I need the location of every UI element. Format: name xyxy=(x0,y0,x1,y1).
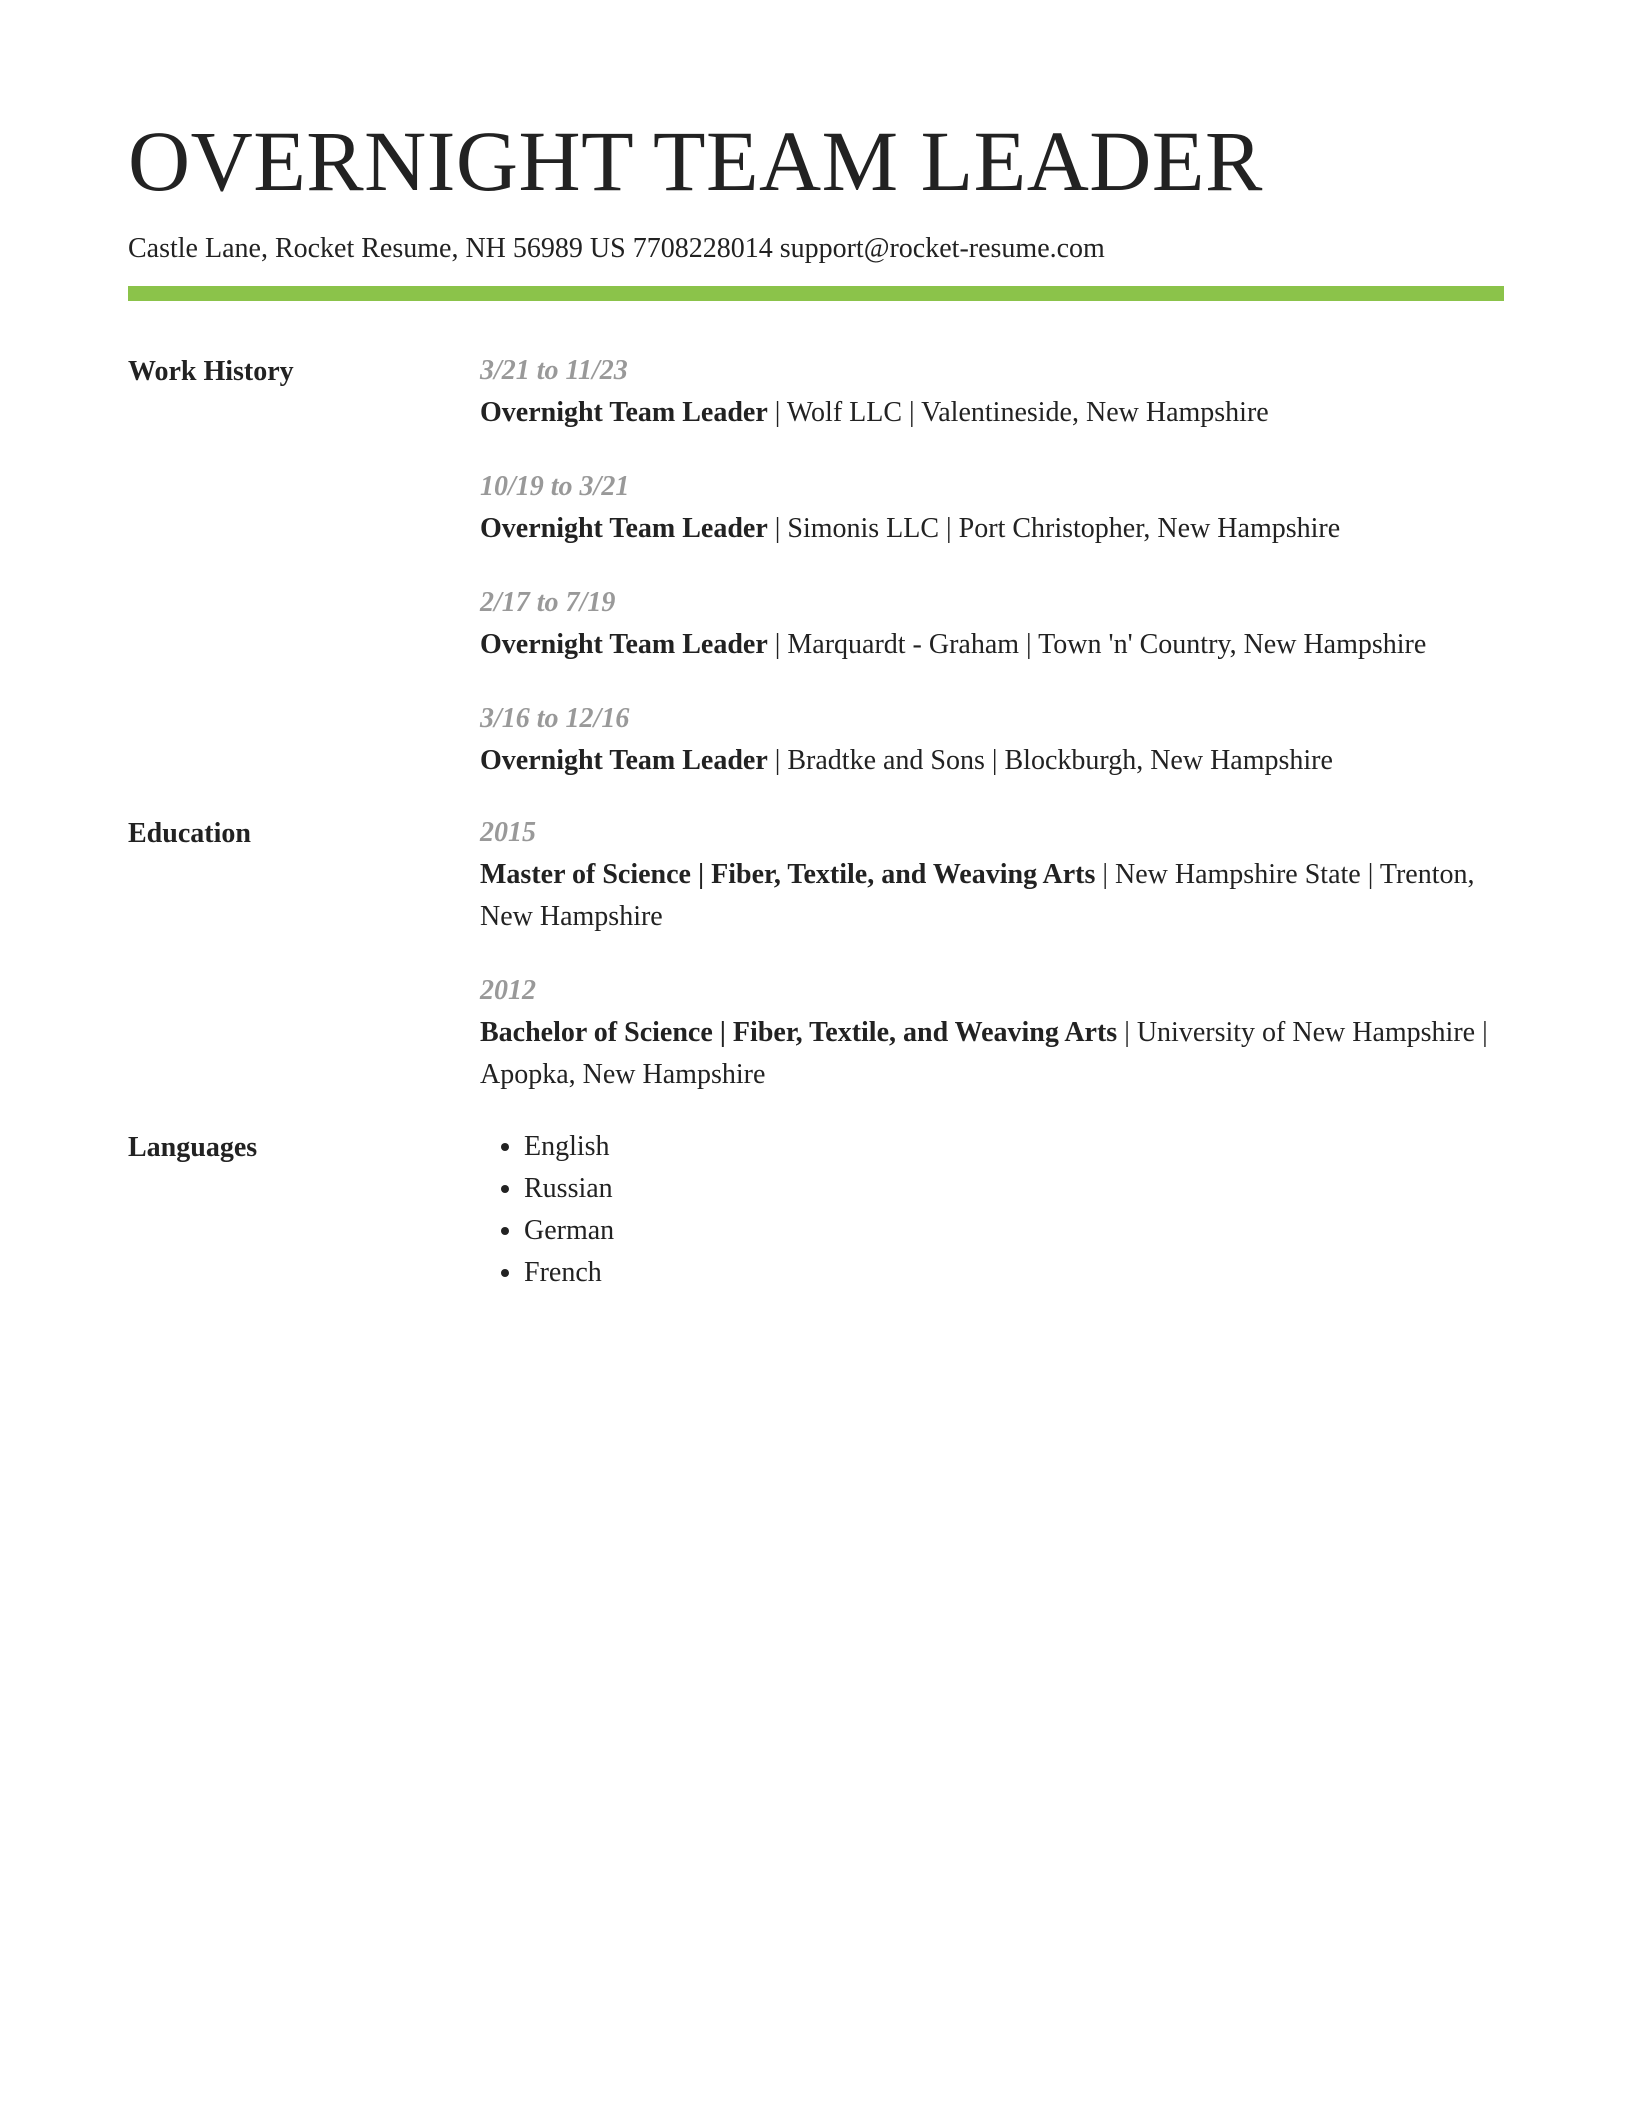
languages-section xyxy=(128,1126,1504,1294)
entry-details: | Marquardt - Graham | Town 'n' Country, New Hampshire xyxy=(767,629,1427,660)
entry-details: | Bradtke and Sons | Blockburgh, New Hampshire xyxy=(767,745,1333,776)
language-item: • Russian xyxy=(524,1168,1504,1210)
section-label-languages: Languages xyxy=(128,1132,258,1163)
education-section xyxy=(128,812,1504,1126)
education-entry xyxy=(480,970,1504,1096)
work-entry xyxy=(480,582,1504,666)
entry-title: Overnight Team Leader xyxy=(480,513,768,544)
entry-date: 10/19 to 3/21 xyxy=(480,471,630,502)
resume-name: OVERNIGHT TEAM LEADER xyxy=(128,113,1263,209)
work-history-section xyxy=(128,350,1504,812)
education-entries xyxy=(480,812,1504,1126)
language-item: • English xyxy=(524,1126,1504,1168)
resume-sections xyxy=(128,350,1504,1294)
entry-date: 3/21 to 11/23 xyxy=(480,355,628,386)
entry-line xyxy=(480,1012,1504,1096)
languages-list xyxy=(480,1126,1504,1294)
entry-title: Overnight Team Leader xyxy=(480,745,768,776)
entry-title: Master of Science | Fiber, Textile, and Weaving Arts xyxy=(480,859,1096,890)
section-label-work-history: Work History xyxy=(128,356,294,387)
entry-details: | New Hampshire State | Trenton, New Hampshire xyxy=(480,859,1475,932)
entry-title: Overnight Team Leader xyxy=(480,397,768,428)
entry-line xyxy=(480,392,1504,434)
language-item: • German xyxy=(524,1210,1504,1252)
work-entry xyxy=(480,698,1504,782)
entry-line xyxy=(480,854,1504,938)
language-item: • French xyxy=(524,1252,1504,1294)
work-history-entries xyxy=(480,350,1504,812)
entry-line xyxy=(480,508,1504,550)
work-entry xyxy=(480,466,1504,550)
work-entry xyxy=(480,350,1504,434)
entry-details: | Wolf LLC | Valentineside, New Hampshire xyxy=(767,397,1269,428)
entry-line xyxy=(480,740,1504,782)
contact-line: Castle Lane, Rocket Resume, NH 56989 US 7708228014 support@rocket-resume.com xyxy=(128,233,1105,264)
entry-details: | Simonis LLC | Port Christopher, New Hampshire xyxy=(767,513,1341,544)
section-label-education: Education xyxy=(128,818,251,849)
entry-details: | University of New Hampshire | Apopka, New Hampshire xyxy=(480,1017,1488,1090)
entry-date: 2/17 to 7/19 xyxy=(480,587,616,618)
education-entry xyxy=(480,812,1504,938)
entry-date: 3/16 to 12/16 xyxy=(480,703,630,734)
entry-date: 2012 xyxy=(480,975,536,1006)
accent-divider xyxy=(128,286,1504,301)
entry-title: Bachelor of Science | Fiber, Textile, and Weaving Arts xyxy=(480,1017,1118,1048)
entry-title: Overnight Team Leader xyxy=(480,629,768,660)
entry-date: 2015 xyxy=(480,817,536,848)
entry-line xyxy=(480,624,1504,666)
languages-body xyxy=(480,1126,1504,1294)
